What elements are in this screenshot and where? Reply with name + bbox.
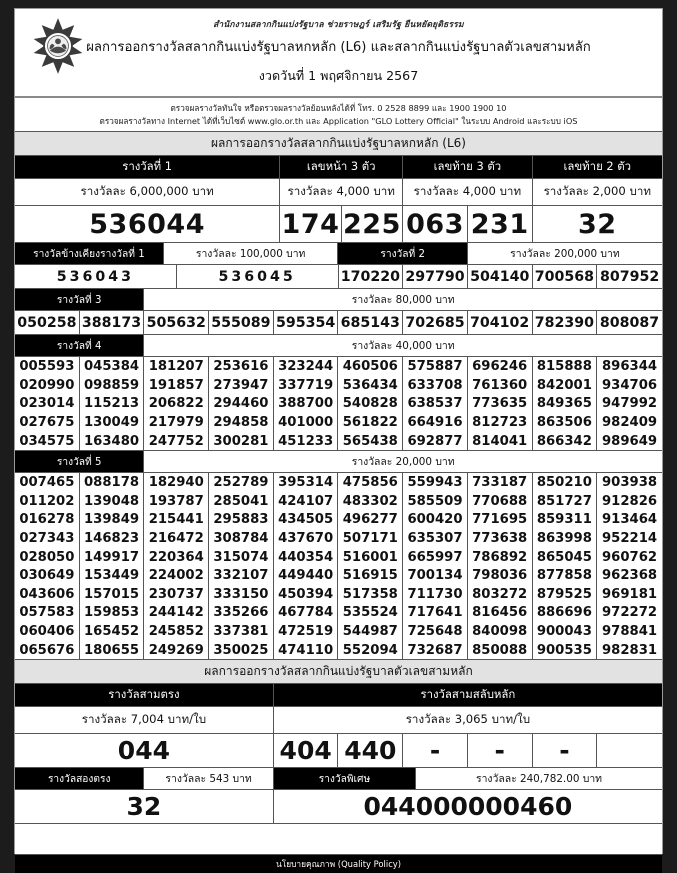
- prize5-number: 285041: [209, 492, 274, 511]
- prize4-number: 098859: [80, 376, 145, 395]
- prize4-number: 206822: [144, 395, 209, 414]
- prize3-number-5: 595354: [274, 311, 339, 334]
- prize5-number: 308784: [209, 529, 274, 548]
- prize4-number: 023014: [15, 395, 80, 414]
- prize4-number: 191857: [144, 376, 209, 395]
- prize5-number: 215441: [144, 511, 209, 530]
- prize5-number: 475856: [338, 473, 403, 492]
- prize5-number: 030649: [15, 566, 80, 585]
- l6-section-title: ผลการออกรางวัลสลากกินแบ่งรัฐบาลหกหลัก (L6): [15, 132, 662, 155]
- prize2-number-5: 807952: [597, 265, 662, 288]
- prize5-number: 771695: [468, 511, 533, 530]
- prize5-number: 552094: [338, 641, 403, 660]
- prize2-number-2: 297790: [403, 265, 468, 288]
- l3-section-title: ผลการออกรางวัลสลากกินแบ่งรัฐบาลตัวเลขสามหลัก: [15, 660, 662, 683]
- prize5-number: 139048: [80, 492, 145, 511]
- prize4-number: 863506: [533, 413, 598, 432]
- prize5-row: [15, 529, 662, 548]
- last3-number-2: 231: [468, 206, 533, 242]
- prize5-number: 434505: [274, 511, 339, 530]
- prize5-number: 159853: [80, 604, 145, 623]
- near-first-label: รางวัลข้างเคียงรางวัลที่ 1: [15, 243, 164, 264]
- last3-number-1: 063: [403, 206, 468, 242]
- glo-emblem-icon: [29, 15, 87, 77]
- prize5-row: [15, 566, 662, 585]
- permuted3-number-5: -: [533, 734, 598, 767]
- prize5-number: 332107: [209, 566, 274, 585]
- prize5-number: 057583: [15, 604, 80, 623]
- prize4-number: 982409: [597, 413, 662, 432]
- front3-number-2: 225: [342, 206, 403, 242]
- amount-front3: รางวัลละ 4,000 บาท: [280, 179, 403, 205]
- prize5-number: 016278: [15, 511, 80, 530]
- prize4-row: [15, 413, 662, 432]
- prize2-number-1: 170220: [339, 265, 404, 288]
- permuted3-number-6: [597, 734, 662, 767]
- prize5-number-grid: [15, 472, 662, 659]
- prize5-number: 474110: [274, 641, 339, 660]
- special-prize-amount: รางวัลละ 240,782.00 บาท: [416, 768, 662, 789]
- special-prize-number: 044000000460: [274, 790, 662, 823]
- prize5-number: 770688: [468, 492, 533, 511]
- straight3-number: 044: [15, 734, 274, 767]
- first-prize-number: 536044: [15, 206, 280, 242]
- prize4-number: 565438: [338, 432, 403, 451]
- prize5-number: 544987: [338, 622, 403, 641]
- l3-secondary-number-row: [15, 789, 662, 823]
- prize5-number: 437670: [274, 529, 339, 548]
- prize5-number: 982831: [597, 641, 662, 660]
- prize5-number: 972272: [597, 604, 662, 623]
- prize5-number: 725648: [403, 622, 468, 641]
- prize5-number: 230737: [144, 585, 209, 604]
- prize5-number: 245852: [144, 622, 209, 641]
- prize4-number: 633708: [403, 376, 468, 395]
- prize4-number: 866342: [533, 432, 598, 451]
- prize4-number: 181207: [144, 357, 209, 376]
- prize5-number: 786892: [468, 548, 533, 567]
- prize4-number: 536434: [338, 376, 403, 395]
- prize4-row: [15, 376, 662, 395]
- near-first-amount: รางวัลละ 100,000 บาท: [164, 243, 339, 264]
- prize5-row: [15, 472, 662, 492]
- prize3-number-6: 685143: [338, 311, 403, 334]
- blank-spacer-row: [15, 823, 662, 854]
- prize5-number: 969181: [597, 585, 662, 604]
- prize5-number: 224002: [144, 566, 209, 585]
- prize5-number: 252789: [209, 473, 274, 492]
- prize3-number-8: 704102: [468, 311, 533, 334]
- prize4-number: 638537: [403, 395, 468, 414]
- prize5-number: 733187: [468, 473, 533, 492]
- prize5-row: [15, 492, 662, 511]
- prize4-number: 027675: [15, 413, 80, 432]
- prize4-number: 034575: [15, 432, 80, 451]
- prize5-number: 139849: [80, 511, 145, 530]
- prize4-number: 814041: [468, 432, 533, 451]
- prize4-number: 460506: [338, 357, 403, 376]
- prize4-number: 273947: [209, 376, 274, 395]
- prize5-number: 900043: [533, 622, 598, 641]
- prize5-number: 913464: [597, 511, 662, 530]
- prize5-number: 249269: [144, 641, 209, 660]
- prize4-label-row: [15, 334, 662, 356]
- prize5-number: 912826: [597, 492, 662, 511]
- prize5-number: 450394: [274, 585, 339, 604]
- prize5-number: 960762: [597, 548, 662, 567]
- prize5-number: 665997: [403, 548, 468, 567]
- prize5-number: 193787: [144, 492, 209, 511]
- prize3-number-2: 388173: [80, 311, 145, 334]
- prize5-number: 315074: [209, 548, 274, 567]
- prize4-label: รางวัลที่ 4: [15, 335, 144, 356]
- prize5-number: 146823: [80, 529, 145, 548]
- prize4-number: 005593: [15, 357, 80, 376]
- prize5-number: 600420: [403, 511, 468, 530]
- prize2-number-4: 700568: [533, 265, 598, 288]
- prize5-number: 732687: [403, 641, 468, 660]
- prize4-row: [15, 395, 662, 414]
- prize5-number: 472519: [274, 622, 339, 641]
- special-prize-label: รางวัลพิเศษ: [274, 768, 416, 789]
- prize5-number: 952214: [597, 529, 662, 548]
- prize5-number: 559943: [403, 473, 468, 492]
- draw-date: งวดวันที่ 1 พฤศจิกายน 2567: [258, 68, 419, 83]
- prize5-number: 333150: [209, 585, 274, 604]
- prize4-number: 323244: [274, 357, 339, 376]
- prize5-number: 496277: [338, 511, 403, 530]
- straight2-number: 32: [15, 790, 274, 823]
- prize4-number: 815888: [533, 357, 598, 376]
- prize4-number: 773635: [468, 395, 533, 414]
- permuted3-number-1: 404: [274, 734, 339, 767]
- prize4-number: 947992: [597, 395, 662, 414]
- prize5-number: 060406: [15, 622, 80, 641]
- prize5-number: 165452: [80, 622, 145, 641]
- prize5-number: 803272: [468, 585, 533, 604]
- prize5-number: 149917: [80, 548, 145, 567]
- near-first-number-2: 536045: [177, 265, 339, 288]
- prize5-number: 337381: [209, 622, 274, 641]
- prize5-number: 350025: [209, 641, 274, 660]
- prize5-number: 182940: [144, 473, 209, 492]
- header-motto: สำนักงานสลากกินแบ่งรัฐบาล ช่วยราษฎร์ เสริมรัฐ ยืนหยัดยุติธรรม: [213, 20, 464, 30]
- prize3-number-1: 050258: [15, 311, 80, 334]
- prize5-number: 798036: [468, 566, 533, 585]
- prize5-number: 962368: [597, 566, 662, 585]
- prize5-number: 180655: [80, 641, 145, 660]
- prize4-number: 696246: [468, 357, 533, 376]
- prize5-amount: รางวัลละ 20,000 บาท: [144, 451, 662, 472]
- prize4-number: 575887: [403, 357, 468, 376]
- prize4-number: 761360: [468, 376, 533, 395]
- col-header-straight3: รางวัลสามตรง: [15, 684, 274, 706]
- l3-column-header-row: [15, 683, 662, 706]
- quality-policy-footer: นโยบายคุณภาพ (Quality Policy): [15, 854, 662, 873]
- prize5-row: [15, 585, 662, 604]
- contact-info: [15, 97, 662, 131]
- prize5-number: 773638: [468, 529, 533, 548]
- prize5-row: [15, 511, 662, 530]
- prize4-number-grid: [15, 356, 662, 450]
- permuted3-number-4: -: [468, 734, 533, 767]
- prize5-number: 879525: [533, 585, 598, 604]
- col-header-permuted3: รางวัลสามสลับหลัก: [274, 684, 662, 706]
- prize3-label-row: [15, 288, 662, 310]
- near-first-number-1: 536043: [15, 265, 177, 288]
- prize2-label: รางวัลที่ 2: [338, 243, 467, 264]
- prize5-number: 244142: [144, 604, 209, 623]
- prize4-row: [15, 432, 662, 451]
- prize5-number: 516915: [338, 566, 403, 585]
- col-header-last3: เลขท้าย 3 ตัว: [403, 156, 532, 178]
- prize4-number: 934706: [597, 376, 662, 395]
- l6-section-title-row: [15, 131, 662, 155]
- prize5-number: 850210: [533, 473, 598, 492]
- prize5-number: 903938: [597, 473, 662, 492]
- prize4-number: 253616: [209, 357, 274, 376]
- prize3-number-3: 505632: [144, 311, 209, 334]
- prize3-number-10: 808087: [597, 311, 662, 334]
- prize5-number: 877858: [533, 566, 598, 585]
- near-first-and-prize2-label-row: [15, 242, 662, 264]
- prize4-number: 842001: [533, 376, 598, 395]
- prize5-number: 028050: [15, 548, 80, 567]
- prize5-number: 850088: [468, 641, 533, 660]
- prize4-number: 401000: [274, 413, 339, 432]
- straight2-label: รางวัลสองตรง: [15, 768, 144, 789]
- prize2-number-3: 504140: [468, 265, 533, 288]
- prize5-number: 483302: [338, 492, 403, 511]
- prize4-number: 896344: [597, 357, 662, 376]
- prize4-number: 989649: [597, 432, 662, 451]
- contact-phone-line: ตรวจผลรางวัลทันใจ หรือตรวจผลรางวัลย้อนหลังได้ที่ โทร. 0 2528 8899 และ 1900 1900 10: [170, 103, 507, 113]
- contact-internet-line: ตรวจผลรางวัลทาง Internet ได้ที่เว็บไซต์ www.glo.or.th และ Application "GLO Lottery Official" ในระบบ Android และระบบ iOS: [99, 115, 578, 126]
- prize4-number: 664916: [403, 413, 468, 432]
- prize4-number: 692877: [403, 432, 468, 451]
- l3-secondary-label-row: [15, 767, 662, 789]
- prize5-number: 978841: [597, 622, 662, 641]
- prize5-number: 516001: [338, 548, 403, 567]
- l6-number-row: [15, 205, 662, 242]
- prize4-row: [15, 356, 662, 376]
- prize5-number: 816456: [468, 604, 533, 623]
- prize5-number: 153449: [80, 566, 145, 585]
- permuted3-number-2: 440: [338, 734, 403, 767]
- prize3-number-4: 555089: [209, 311, 274, 334]
- prize5-number: 043606: [15, 585, 80, 604]
- prize4-number: 294460: [209, 395, 274, 414]
- prize4-number: 247752: [144, 432, 209, 451]
- amount-last3: รางวัลละ 4,000 บาท: [403, 179, 532, 205]
- prize4-number: 388700: [274, 395, 339, 414]
- page-title: ผลการออกรางวัลสลากกินแบ่งรัฐบาลหกหลัก (L6) และสลากกินแบ่งรัฐบาลตัวเลขสามหลัก: [86, 40, 591, 55]
- prize4-amount: รางวัลละ 40,000 บาท: [144, 335, 662, 356]
- prize4-number: 300281: [209, 432, 274, 451]
- prize3-number-row: [15, 310, 662, 334]
- prize5-number: 220364: [144, 548, 209, 567]
- document-header: [15, 9, 662, 97]
- l3-amount-row: [15, 706, 662, 733]
- prize5-label: รางวัลที่ 5: [15, 451, 144, 472]
- prize4-number: 540828: [338, 395, 403, 414]
- l3-number-row: [15, 733, 662, 767]
- prize4-number: 217979: [144, 413, 209, 432]
- prize5-number: 507171: [338, 529, 403, 548]
- prize5-number: 216472: [144, 529, 209, 548]
- prize5-number: 517358: [338, 585, 403, 604]
- prize5-row: [15, 604, 662, 623]
- prize5-number: 065676: [15, 641, 80, 660]
- prize5-number: 900535: [533, 641, 598, 660]
- permuted3-number-3: -: [403, 734, 468, 767]
- prize5-number: 865045: [533, 548, 598, 567]
- prize5-row: [15, 548, 662, 567]
- prize5-number: 027343: [15, 529, 80, 548]
- col-header-front3: เลขหน้า 3 ตัว: [280, 156, 403, 178]
- prize5-number: 700134: [403, 566, 468, 585]
- l6-amount-row: [15, 178, 662, 205]
- prize4-number: 294858: [209, 413, 274, 432]
- prize4-number: 337719: [274, 376, 339, 395]
- prize5-number: 467784: [274, 604, 339, 623]
- prize5-number: 851727: [533, 492, 598, 511]
- prize5-number: 863998: [533, 529, 598, 548]
- prize4-number: 163480: [80, 432, 145, 451]
- straight2-amount: รางวัลละ 543 บาท: [144, 768, 273, 789]
- prize5-number: 717641: [403, 604, 468, 623]
- prize4-number: 020990: [15, 376, 80, 395]
- prize5-number: 449440: [274, 566, 339, 585]
- prize4-number: 812723: [468, 413, 533, 432]
- prize3-number-9: 782390: [533, 311, 598, 334]
- prize4-number: 130049: [80, 413, 145, 432]
- prize5-row: [15, 622, 662, 641]
- prize5-number: 007465: [15, 473, 80, 492]
- amount-permuted3: รางวัลละ 3,065 บาท/ใบ: [274, 707, 662, 733]
- prize5-number: 711730: [403, 585, 468, 604]
- prize5-number: 088178: [80, 473, 145, 492]
- prize4-number: 849365: [533, 395, 598, 414]
- col-header-first-prize: รางวัลที่ 1: [15, 156, 280, 178]
- prize5-number: 295883: [209, 511, 274, 530]
- prize4-number: 451233: [274, 432, 339, 451]
- amount-last2: รางวัลละ 2,000 บาท: [533, 179, 662, 205]
- prize4-number: 045384: [80, 357, 145, 376]
- prize5-number: 440354: [274, 548, 339, 567]
- amount-straight3: รางวัลละ 7,004 บาท/ใบ: [15, 707, 274, 733]
- prize5-row: [15, 641, 662, 660]
- prize5-number: 635307: [403, 529, 468, 548]
- prize5-number: 585509: [403, 492, 468, 511]
- prize3-amount: รางวัลละ 80,000 บาท: [144, 289, 662, 310]
- lottery-result-document: [14, 8, 663, 870]
- prize5-number: 859311: [533, 511, 598, 530]
- prize5-number: 335266: [209, 604, 274, 623]
- l3-section-title-row: [15, 659, 662, 683]
- prize4-number: 561822: [338, 413, 403, 432]
- prize5-number: 157015: [80, 585, 145, 604]
- amount-first-prize: รางวัลละ 6,000,000 บาท: [15, 179, 280, 205]
- col-header-last2: เลขท้าย 2 ตัว: [533, 156, 662, 178]
- prize3-number-7: 702685: [403, 311, 468, 334]
- prize5-number: 424107: [274, 492, 339, 511]
- l6-column-header-row: [15, 155, 662, 178]
- prize3-label: รางวัลที่ 3: [15, 289, 144, 310]
- prize5-number: 840098: [468, 622, 533, 641]
- prize5-label-row: [15, 450, 662, 472]
- prize5-number: 886696: [533, 604, 598, 623]
- prize5-number: 535524: [338, 604, 403, 623]
- prize5-number: 011202: [15, 492, 80, 511]
- front3-number-1: 174: [280, 206, 341, 242]
- prize2-amount: รางวัลละ 200,000 บาท: [468, 243, 662, 264]
- last2-number: 32: [533, 206, 662, 242]
- near-first-and-prize2-number-row: [15, 264, 662, 288]
- prize4-number: 115213: [80, 395, 145, 414]
- prize5-number: 395314: [274, 473, 339, 492]
